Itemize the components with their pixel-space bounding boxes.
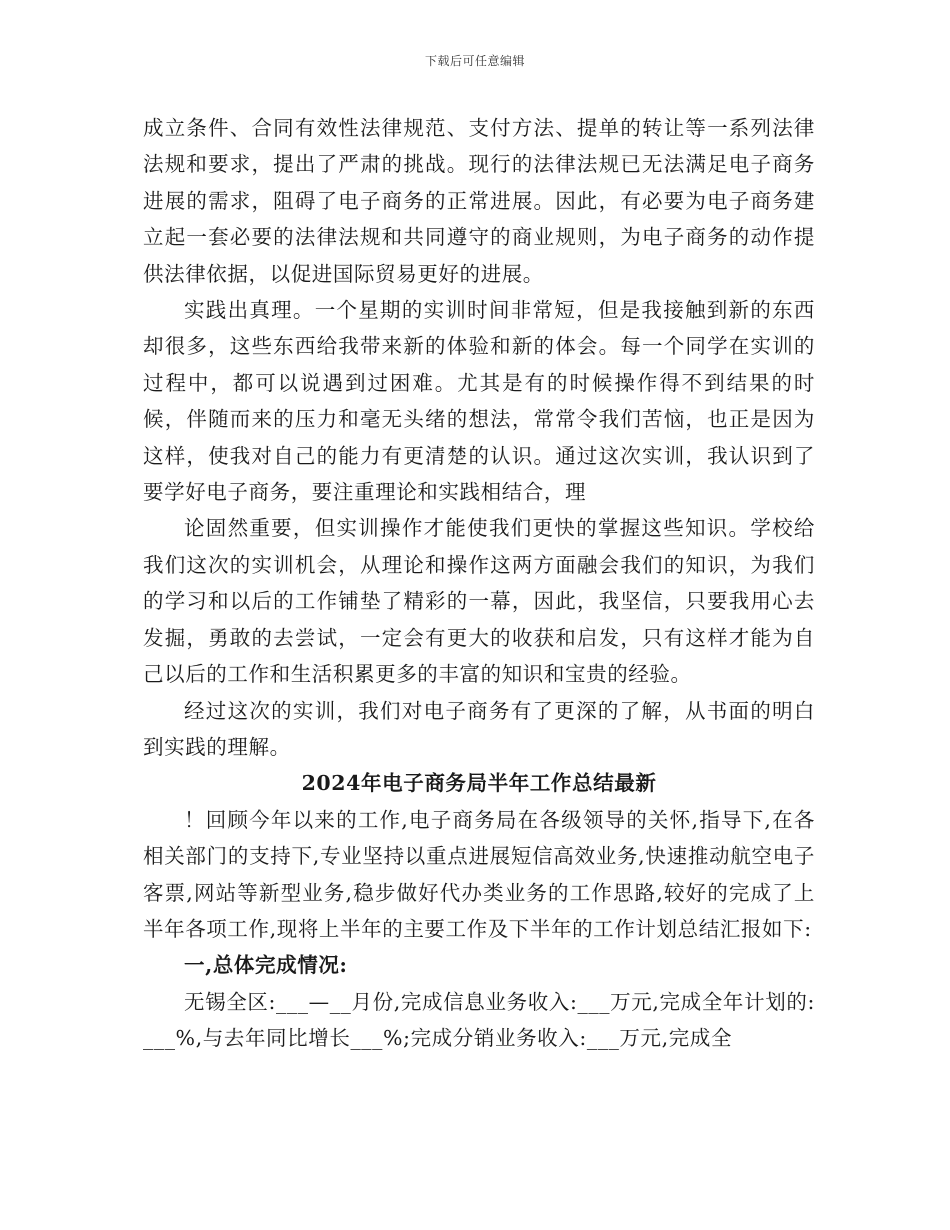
document-body [143, 110, 815, 1057]
paragraph-legal-framework: 成立条件、合同有效性法律规范、支付方法、提单的转让等一系列法律法规和要求，提出了严肃的挑战。现行的法律法规已无法满足电子商务进展的需求，阻碍了电子商务的正常进展。因此，有必要为电子商务建立起一套必要的法律法规和共同遵守的商业规则，为电子商务的动作提供法律依据，以促进国际贸易更好的进展。 [143, 116, 815, 286]
paragraph-wuxi-stats: 无锡全区:___—__月份,完成信息业务收入:___万元,完成全年计划的:___%,与去年同比增长___%;完成分销业务收入:___万元,完成全 [143, 989, 815, 1051]
paragraph-conclusion: 经过这次的实训，我们对电子商务有了更深的了解，从书面的明白到实践的理解。 [143, 698, 815, 759]
paragraph-review: ！回顾今年以来的工作,电子商务局在各级领导的关怀,指导下,在各相关部门的支持下,专业坚持以重点进展短信高效业务,快速推动航空电子客票,网站等新型业务,稳步做好代办类业务的工作思路,较好的完成了上半年各项工作,现将上半年的主要工作及下半年的工作计划总结汇报如下: [143, 807, 815, 941]
heading-overall-status: 一,总体完成情况: [184, 953, 348, 978]
paragraph-practice: 实践出真理。一个星期的实训时间非常短，但是我接触到新的东西却很多，这些东西给我带来新的体验和新的体会。每一个同学在实训的过程中，都可以说遇到过困难。尤其是有的时候操作得不到结果的时候，伴随而来的压力和毫无头绪的想法，常常令我们苦恼，也正是因为这样，使我对自己的能力有更清楚的认识。通过这次实训，我认识到了要学好电子商务，要注重理论和实践相结合，理 [143, 298, 815, 505]
page-header: 下载后可任意编辑 [424, 54, 525, 68]
section-title: 2024年电子商务局半年工作总结最新 [301, 771, 657, 796]
paragraph-theory: 论固然重要，但实训操作才能使我们更快的掌握这些知识。学校给我们这次的实训机会，从理论和操作这两方面融会我们的知识，为我们的学习和以后的工作铺垫了精彩的一幕，因此，我坚信，只要我用心去发掘，勇敢的去尝试，一定会有更大的收获和启发，只有这样才能为自己以后的工作和生活积累更多的丰富的知识和宝贵的经验。 [143, 516, 815, 687]
